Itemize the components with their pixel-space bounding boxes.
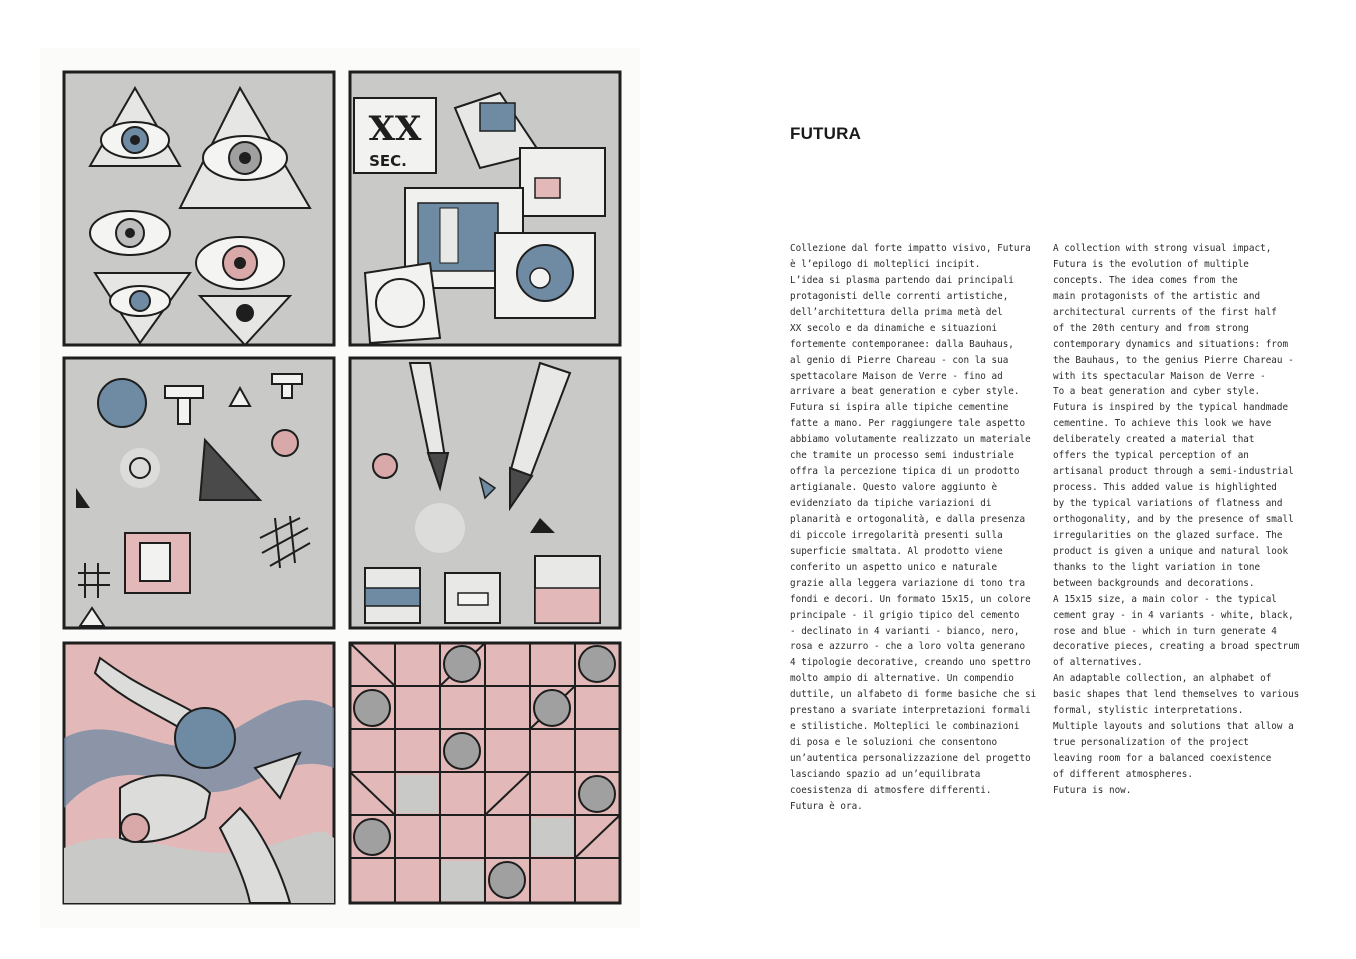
- text-line: planarità e ortogonalità, e dalla presenza: [790, 513, 1026, 525]
- text-line: An adaptable collection, an alphabet of: [1053, 673, 1272, 685]
- text-line: with its spectacular Maison de Verre -: [1053, 370, 1266, 382]
- text-line: Futura is the evolution of multiple: [1053, 258, 1249, 270]
- panel-hands: [64, 643, 334, 903]
- text-line: the Bauhaus, to the genius Pierre Chareau -: [1053, 354, 1294, 366]
- text-line: duttile, un alfabeto di forme basiche che si: [790, 689, 1037, 701]
- panel-tiles: [350, 643, 620, 903]
- text-line: Futura è ora.: [790, 800, 863, 812]
- text-line: main protagonists of the artistic and: [1053, 290, 1261, 302]
- text-line: 4 tipologie decorative, creando uno spettro: [790, 657, 1031, 669]
- text-line: process. This added value is highlighted: [1053, 482, 1277, 494]
- text-line: L’idea si plasma partendo dai principali: [790, 274, 1014, 286]
- text-line: of different atmospheres.: [1053, 768, 1193, 780]
- panel-pens: [350, 358, 620, 628]
- panel-shapes: [64, 358, 334, 628]
- text-line: conferito un aspetto unico e naturale: [790, 561, 998, 573]
- text-line: offra la percezione tipica di un prodotto: [790, 466, 1020, 478]
- text-line: of alternatives.: [1053, 657, 1143, 669]
- text-line: XX secolo e da dinamiche e situazioni: [790, 322, 998, 334]
- text-line: basic shapes that lend themselves to various: [1053, 689, 1300, 701]
- text-line: superficie smaltata. Al prodotto viene: [790, 545, 1003, 557]
- text-line: product is given a unique and natural look: [1053, 545, 1289, 557]
- text-line: Futura is inspired by the typical handmade: [1053, 402, 1289, 414]
- text-line: of the 20th century and from strong: [1053, 322, 1249, 334]
- panel-xx-sec: [350, 72, 620, 345]
- text-line: concepts. The idea comes from the: [1053, 274, 1238, 286]
- text-line: fatte a mano. Per raggiungere tale aspetto: [790, 418, 1026, 430]
- text-line: molto ampio di alternative. Un compendio: [790, 673, 1014, 685]
- text-line: architectural currents of the first half: [1053, 306, 1277, 318]
- text-line: di posa e le soluzioni che consentono: [790, 737, 998, 749]
- sign-sec: SEC.: [369, 152, 407, 170]
- text-line: evidenziato da tipiche variazioni di: [790, 498, 992, 509]
- text-line: che tramite un processo semi industriale: [790, 450, 1014, 462]
- text-line: A 15x15 size, a main color - the typical: [1053, 593, 1277, 605]
- text-line: di piccole irregolarità presenti sulla: [790, 529, 1003, 541]
- text-line: artisanal product through a semi-industrial: [1053, 466, 1294, 478]
- text-line: Futura is now.: [1053, 784, 1132, 796]
- text-line: contemporary dynamics and situations: from: [1053, 338, 1289, 350]
- text-line: grazie alla leggera variazione di tono tra: [790, 577, 1026, 589]
- text-line: fortemente contemporanee: dalla Bauhaus,: [790, 338, 1014, 350]
- text-line: lasciando spazio ad un’equilibrata: [790, 768, 981, 780]
- text-line: formal, stylistic interpretations.: [1053, 705, 1244, 717]
- text-line: decorative pieces, creating a broad spectrum: [1053, 641, 1300, 653]
- text-line: cement gray - in 4 variants - white, black,: [1053, 609, 1294, 621]
- italian-text-column: [790, 241, 1037, 815]
- comic-illustration: [40, 48, 640, 928]
- text-line: Futura si ispira alle tipiche cementine: [790, 402, 1009, 414]
- text-line: rose and blue - which in turn generate 4: [1053, 625, 1277, 637]
- text-line: Collezione dal forte impatto visivo, Futura: [790, 243, 1031, 254]
- sign-xx: XX: [368, 109, 422, 149]
- text-line: coesistenza di atmosfere differenti.: [790, 784, 992, 796]
- text-line: orthogonality, and by the presence of small: [1053, 513, 1294, 525]
- text-line: è l’epilogo di molteplici incipit.: [790, 258, 981, 270]
- text-line: rosa e azzurro - che a loro volta generano: [790, 641, 1026, 653]
- text-line: true personalization of the project: [1053, 737, 1249, 749]
- text-line: un’autentica personalizzazione del progetto: [790, 753, 1031, 764]
- text-line: abbiamo volutamente realizzato un materiale: [790, 434, 1031, 446]
- text-line: - declinato in 4 varianti - bianco, nero,: [790, 625, 1020, 637]
- text-line: between backgrounds and decorations.: [1053, 577, 1255, 589]
- text-line: al genio di Pierre Chareau - con la sua: [790, 354, 1009, 366]
- text-line: thanks to the light variation in tone: [1053, 561, 1261, 573]
- text-line: To a beat generation and cyber style.: [1053, 386, 1261, 398]
- text-line: irregularities on the glazed surface. The: [1053, 529, 1283, 541]
- text-line: dell’architettura della prima metà del: [790, 306, 1003, 318]
- illustration-panels: [40, 48, 640, 928]
- text-line: protagonisti delle correnti artistiche,: [790, 290, 1009, 302]
- text-line: spettacolare Maison de Verre - fino ad: [790, 370, 1003, 382]
- text-line: e stilistiche. Molteplici le combinazioni: [790, 721, 1020, 733]
- text-line: artigianale. Questo valore aggiunto è: [790, 482, 998, 494]
- text-line: fondi e decori. Un formato 15x15, un colore: [790, 593, 1031, 605]
- text-line: cementine. To achieve this look we have: [1053, 418, 1272, 430]
- text-line: arrivare a beat generation e cyber style.: [790, 386, 1020, 398]
- panel-eyes: [64, 72, 334, 345]
- text-line: A collection with strong visual impact,: [1053, 243, 1272, 254]
- text-line: offers the typical perception of an: [1053, 450, 1249, 462]
- page-title: FUTURA: [790, 124, 862, 143]
- text-line: deliberately created a material that: [1053, 434, 1255, 446]
- text-line: by the typical variations of flatness and: [1053, 498, 1283, 509]
- text-line: Multiple layouts and solutions that allow a: [1053, 721, 1294, 733]
- text-line: prestano a svariate interpretazioni formali: [790, 705, 1031, 717]
- text-line: leaving room for a balanced coexistence: [1053, 753, 1272, 764]
- text-line: principale - il grigio tipico del cemento: [790, 609, 1020, 621]
- english-text-column: [1053, 241, 1300, 799]
